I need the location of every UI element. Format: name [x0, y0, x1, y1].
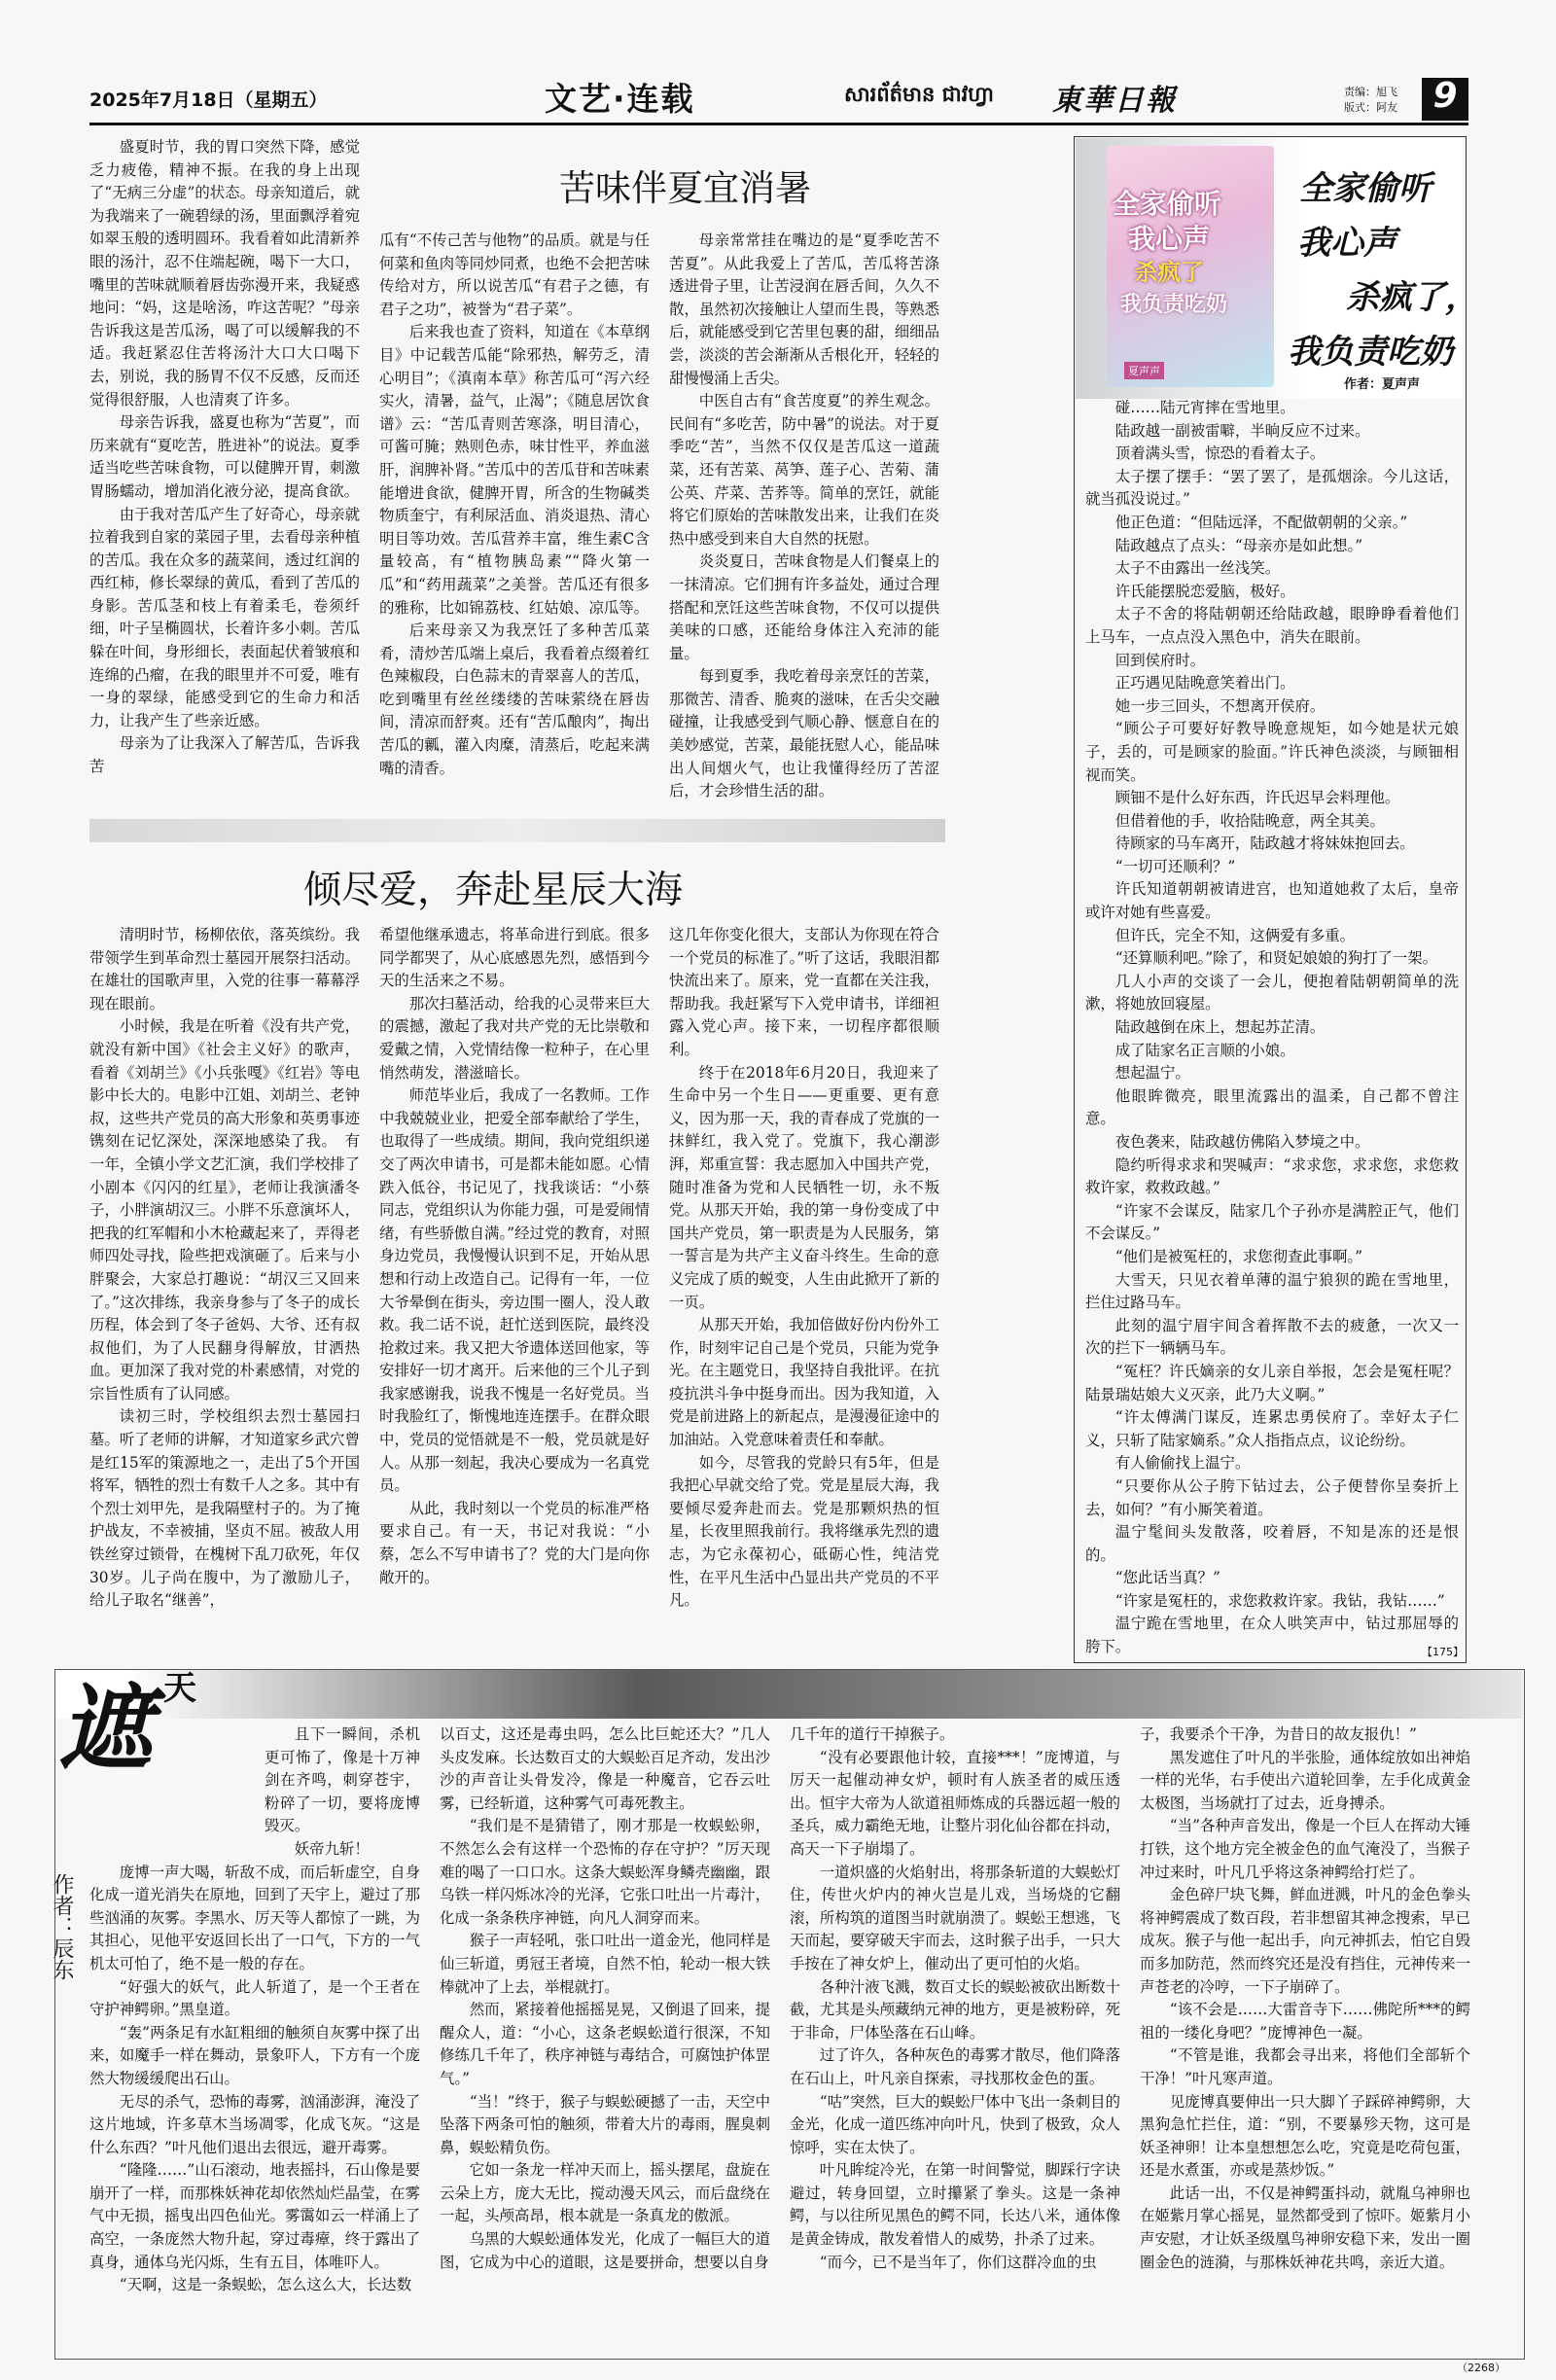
article1-column-1 [89, 136, 360, 798]
cover-title: 杀疯了 [1134, 259, 1204, 286]
serial-title-line: 杀疯了， [1346, 278, 1478, 317]
paragraph: 他眼眸微亮，眼里流露出的温柔，自己都不曾注意。 [1085, 1086, 1459, 1128]
paragraph: 那次扫墓活动，给我的心灵带来巨大的震撼，激起了我对共产党的无比崇敬和爱戴之情，入党情结像一粒种子，在心里悄然萌发，潜滋暗长。 [379, 994, 650, 1082]
paragraph: “您此话当真？” [1114, 1569, 1220, 1587]
paragraph: “一切可还顺利？” [1114, 857, 1236, 875]
paragraph: 妖帝九斩！ [294, 1839, 370, 1858]
paragraph: 叶凡眸绽冷光，在第一时间警觉，脚踩行字诀避过，转身回望，立时攥紧了拳头。这是一条神鳄，与以往所见黑色的鳄不同，长达八米，通体像是黄金铸成，散发着惜人的威势，扑杀了过来。 [790, 2161, 1120, 2249]
divider-bar [89, 819, 945, 842]
paragraph: “当”各种声音发出，像是一个巨人在挥动大锤打铁，这个地方完全被金色的血气淹没了，当猴子冲过来时，叶凡几乎将这条神鳄给打烂了。 [1140, 1817, 1470, 1881]
paragraph: 后来母亲又为我烹饪了多种苦瓜菜肴，清炒苦瓜端上桌后，我看着点缀着红色辣椒段，白色蒜末的青翠喜人的苦瓜，吃到嘴里有丝丝缕缕的苦味萦绕在唇齿间，清凉而舒爽。还有“苦瓜酿肉”，掏出苦瓜的瓤，灌入肉糜，清蒸后，吃起来满嘴的清香。 [379, 622, 650, 777]
paragraph: “他们是被冤枉的，求您彻查此事啊。” [1114, 1247, 1363, 1265]
paragraph: 庞博一声大喝，斩敌不成，而后斩虚空，自身化成一道光消失在原地，回到了天宇上，避过了那些汹涌的灰雾。李黑水、厉天等人都惊了一跳，为其担心，见他平安返回长出了一口气，下方的一气机太可怕了，绝不是一般的存在。 [89, 1863, 420, 1972]
paragraph: 几人小声的交谈了一会儿，便抱着陆朝朝简单的洗漱，将她放回寝屋。 [1085, 972, 1459, 1013]
paragraph: 各种汁液飞溅，数百丈长的蜈蚣被砍出断数十截，尤其是头颅藏纳元神的地方，更是被粉碎，死于非命，尸体坠落在石山峰。 [790, 1977, 1120, 2042]
editor-credit: 责编：旭飞 [1344, 86, 1397, 98]
paragraph: 过了许久，各种灰色的毒雾才散尽，他们降落在石山上，叶凡亲自探索，寻找那枚金色的蛋。 [790, 2046, 1120, 2087]
section-title: 文艺·连载 [545, 80, 695, 118]
paragraph: 回到侯府时。 [1114, 651, 1206, 669]
serial2-title-small: 天 [163, 1669, 196, 1708]
serial2-author: 作者：辰东 [50, 1873, 74, 1980]
paper-name-khmer: សារព័ត៌មាន ជាវហ្វា [844, 83, 994, 106]
article2-column-1 [89, 924, 360, 1702]
paragraph: 瓜有“不传己苦与他物”的品质。就是与任何菜和鱼肉等同炒同煮，也绝不会把苦味传给对方，所以说苦瓜“有君子之德，有君子之功”，被誉为“君子菜”。 [379, 231, 650, 318]
paragraph: 陆政越倒在床上，想起苏芷清。 [1114, 1018, 1326, 1037]
paragraph: 他正色道：“但陆远泽，不配做朝朝的父亲。” [1114, 513, 1408, 531]
paragraph: 读初三时，学校组织去烈士墓园扫墓。听了老师的讲解，才知道家乡武穴曾是红15军的策源地之一，走出了5个开国将军，牺牲的烈士有数千人之多。其中有个烈士刘甲先，是我隔壁村子的。为了掩护战友，不幸被捕，坚贞不屈。被敌人用铁丝穿过锁骨，在槐树下乱刀砍死，年仅30岁。儿子尚在腹中，为了激励儿子，给儿子取名“继善”， [89, 1407, 360, 1610]
paragraph: 猴子一声轻吼，张口吐出一道金光，他同样是仙三斩道，勇冠王者境，自然不怕，轮动一根大铁棒就冲了上去，举棍就打。 [440, 1932, 770, 1996]
paragraph: “好强大的妖气，此人斩道了，是一个王者在守护神鳄卵。”黑皇道。 [89, 1977, 420, 2019]
paragraph: “该不会是……大雷音寺下……佛陀所***的鳄祖的一缕化身吧？”庞博神色一凝。 [1140, 2001, 1470, 2042]
paragraph: 它如一条龙一样冲天而上，摇头摆尾，盘旋在云朵上方，庞大无比，搅动漫天风云，而后盘绕在一起，头颅高昂，根本就是一条真龙的傲派。 [440, 2161, 770, 2225]
paragraph: 顾钿不是什么好东西，许氏迟早会料理他。 [1114, 789, 1400, 807]
serial-title-line: 我负责吃奶 [1288, 333, 1453, 372]
paragraph: 此话一出，不仅是神鳄蛋抖动，就胤乌神卵也在姬紫月掌心摇晃，显然都受到了惊吓。姬紫月小声安慰，才让妖圣级凰鸟神卵安稳下来，发出一圈圈金色的涟漪，与那株妖神花共鸣，亲近大道。 [1140, 2184, 1470, 2271]
paragraph: 然而，紧接着他摇摇晃晃，又倒退了回来，提醒众人，道：“小心，这条老蜈蚣道行很深，不知修练几千年了，秩序神链与毒结合，可腐蚀护体罡气。” [440, 2001, 770, 2087]
paragraph: 想起温宁。 [1114, 1064, 1190, 1083]
paragraph: 碰……陆元宵摔在雪地里。 [1114, 399, 1295, 416]
designer-credit: 版式：阿友 [1344, 101, 1397, 114]
paragraph: 正巧遇见陆晚意笑着出门。 [1114, 674, 1295, 693]
paragraph: 太子不舍的将陆朝朝还给陆政越，眼睁睁看着他们上马车，一点点没入黑色中，消失在眼前。 [1085, 605, 1459, 646]
paragraph: 许氏能摆脱恋爱脑，极好。 [1114, 582, 1295, 600]
serial2-banner [55, 1670, 1522, 1719]
paragraph: 温宁跪在雪地里，在众人哄笑声中，钻过那屈辱的胯下。 [1085, 1615, 1459, 1656]
paragraph: “没有必要跟他计较，直接***！”庞博道，与厉天一起催动神女炉，顿时有人族圣者的威压透出。恒宇大帝为人欲道祖师炼成的兵器远超一般的圣兵，威力霸绝无地，让整片羽化仙谷都在抖动，高天一下子崩塌了。 [790, 1748, 1120, 1858]
paragraph: 子，我要杀个干净，为昔日的故友报仇！” [1140, 1725, 1417, 1743]
paragraph: 盛夏时节，我的胃口突然下降，感觉乏力疲倦，精神不振。在我的身上出现了“无病三分虚”的状态。母亲知道后，就为我端来了一碗碧绿的汤，里面飘浮着宛如翠玉般的透明圆环。我看着如此清新养眼的汤汁，忍不住端起碗，喝下一大口，嘴里的苦味就顺着唇齿弥漫开来，我疑惑地问：“妈，这是啥汤，咋这苦呢？”母亲告诉我这是苦瓜汤，喝了可以缓解我的不适。我赶紧忍住苦将汤汁大口大口喝下去，别说，我的肠胃不仅不反感，反而还觉得很舒服，人也清爽了许多。 [89, 138, 360, 409]
paragraph: 顶着满头雪，惊恐的看着太子。 [1114, 444, 1326, 463]
paragraph: “顾公子可要好好教导晚意规矩，如今她是状元娘子，丢的，可是顾家的脸面。”许氏神色淡淡，与顾钿相视而笑。 [1085, 720, 1459, 784]
paragraph: 如今，尽管我的党龄只有5年，但是我把心早就交给了党。党是星辰大海，我要倾尽爱奔赴而去。党是那颗炽热的恒星，长夜里照我前行。我将继承先烈的遗志，为它永葆初心，砥砺心性，纯洁党性，在平凡生活中凸显出共产党员的不平凡。 [669, 1453, 939, 1610]
paragraph: 后来我也查了资料，知道在《本草纲目》中记载苦瓜能“除邪热，解劳乏，清心明目”；《滇南本草》称苦瓜可“泻六经实火，清暑，益气，止渴”；《随息居饮食谱》云：“苦瓜青则苦寒涤，明目清心，可酱可腌；熟则色赤，味甘性平，养血滋肝，润脾补肾。”苦瓜中的苦瓜苷和苦味素能增进食欲，健脾开胃，所含的生物碱类物质奎宁，有利尿活血、消炎退热、清心明目等功效。苦瓜营养丰富，维生素C含量较高，有“植物胰岛素”“降火第一瓜”和“药用蔬菜”之美誉。苦瓜还有很多的雅称，比如锦荔枝、红姑娘、凉瓜等。 [379, 323, 650, 617]
paragraph: “当！”终于，猴子与蜈蚣硬撼了一击，天空中坠落下两条可怕的触须，带着大片的毒雨，腥臭刺鼻，蜈蚣精负伤。 [440, 2092, 770, 2156]
article-title-bitter-melon: 苦味伴夏宜消暑 [559, 167, 811, 209]
paragraph: 希望他继承遗志，将革命进行到底。很多同学都哭了，从心底感恩先烈，感悟到今天的生活来之不易。 [379, 926, 650, 990]
paragraph: “不管是谁，我都会寻出来，将他们全部斩个干净！”叶凡寒声道。 [1140, 2046, 1470, 2087]
paragraph: “许家不会谋反，陆家几个子孙亦是满腔正气，他们不会谋反。” [1085, 1201, 1459, 1243]
book-cover-image [1107, 146, 1274, 387]
serial2-column-3 [790, 1723, 1120, 2346]
paragraph: “冤枉？许氏嫡亲的女儿亲自举报，怎会是冤枉呢？陆景瑞姑娘大义灭亲，此乃大义啊。” [1085, 1362, 1459, 1403]
serial-title-line: 我心声 [1297, 224, 1397, 263]
paragraph: 师范毕业后，我成了一名教师。工作中我兢兢业业，把爱全部奉献给了学生，也取得了一些成绩。期间，我向党组织递交了两次申请书，可是都未能如愿。心情跌入低谷，书记见了，找我谈话：“小蔡同志，党组织认为你能力强，可是爱闹情绪，有些骄傲自满。”经过党的教育，对照身边党员，我慢慢认识到不足，开始从思想和行动上改造自己。记得有一年，一位大爷晕倒在街头，旁边围一圈人，没人敢救。我二话不说，赶忙送到医院，最终没抢救过来。我又把大爷遗体送回他家，等安排好一切才离开。后来他的三个儿子到我家感谢我，说我不愧是一名好党员。当时我脸红了，惭愧地连连摆手。在群众眼中，党员的觉悟就是不一般，党员就是好人。从那一刻起，我决心要成为一名真党员。 [379, 1086, 650, 1495]
paragraph: “轰”两条足有水缸粗细的触须自灰雾中探了出来，如魔手一样在舞动，景象吓人，下方有一个庞然大物缓缓爬出石山。 [89, 2023, 420, 2087]
article-title-starry-sea: 倾尽爱，奔赴星辰大海 [303, 869, 684, 912]
paragraph: 清明时节，杨柳依依，落英缤纷。我带领学生到革命烈士墓园开展祭扫活动。在雄壮的国歌声里，入党的往事一幕幕浮现在眼前。 [89, 926, 360, 1012]
serial1-episode: 【175】 [1422, 1646, 1464, 1658]
paragraph: 她一步三回头，不想离开侯府。 [1114, 696, 1326, 715]
paragraph: 母亲常常挂在嘴边的是“夏季吃苦不苦夏”。从此我爱上了苦瓜，苦瓜将苦涤透进骨子里，让苦浸润在唇舌间，久久不散，虽然初次接触让人望而生畏，等熟悉后，就能感受到它苦里包裹的甜，细细品尝，淡淡的苦会渐渐从舌根化开，轻轻的甜慢慢涌上舌尖。 [669, 231, 939, 387]
paragraph: “我们是不是猜错了，刚才那是一枚蜈蚣卵，不然怎么会有这样一个恐怖的存在守护？”厉天现难的喝了一口口水。这条大蜈蚣浑身鳞壳幽幽，跟乌铁一样闪烁冰冷的光泽，它张口吐出一片毒汁，化成一条条秩序神链，向凡人洞穿而来。 [440, 1817, 770, 1927]
paragraph: 炎炎夏日，苦味食物是人们餐桌上的一抹清凉。它们拥有许多益处，通过合理搭配和烹饪这些苦味食物，不仅可以提供美味的口感，还能给身体注入充沛的能量。 [669, 552, 939, 662]
paragraph: 太子摆了摆手：“罢了罢了，是孤烟涂。今儿这话，就当孤没说过。” [1085, 467, 1459, 509]
paragraph: “而今，已不是当年了，你们这群冷血的虫 [819, 2253, 1097, 2271]
header-rule [89, 123, 1468, 125]
serial2-column-4 [1140, 1723, 1470, 2346]
paragraph: 但借着他的手，收拾陆晚意，两全其美。 [1114, 811, 1385, 830]
serial-title-line: 全家偷听 [1299, 169, 1432, 208]
paragraph: 母亲为了让我深入了解苦瓜，告诉我苦 [89, 734, 360, 776]
paragraph: “许家是冤枉的，求您救救许家。我钻，我钻……” [1114, 1591, 1445, 1610]
paragraph: 从那天开始，我加倍做好份内份外工作，时刻牢记自己是个党员，只能为党争光。在主题党日，我坚持自我批评。在抗疫抗洪斗争中挺身而出。因为我知道，入党是前进路上的新起点，是漫漫征途中的加油站。入党意味着责任和奉献。 [669, 1316, 939, 1449]
paragraph: 小时候，我是在听着《没有共产党，就没有新中国》《社会主义好》的歌声，看着《刘胡兰》《小兵张嘎》《红岩》等电影中长大的。电影中江姐、刘胡兰、老钟叔，这些共产党员的高大形象和英勇事迹镌刻在记忆深处，深深地感染了我。 有一年，全镇小学文艺汇演，我们学校排了小剧本《闪闪的红星》，老师让我演潘冬子，小胖演胡汉三。小胖不乐意演坏人，把我的红军帽和小木枪藏起来了，弄得老师四处寻找，险些把戏演砸了。后来与小胖聚会，大家总打趣说：“胡汉三又回来了。”这次排练，我亲身参与了冬子的成长历程，体会到了冬子爸妈、大爷、还有叔叔他们，为了人民翻身得解放，甘洒热血。更加深了我对党的朴素感情，对党的宗旨性质有了认同感。 [89, 1017, 360, 1403]
paragraph: 由于我对苦瓜产生了好奇心，母亲就拉着我到自家的菜园子里，去看母亲种植的苦瓜。我在众多的蔬菜间，透过红润的西红柿，修长翠绿的黄瓜，看到了苦瓜的身影。苦瓜茎和枝上有着柔毛，卷须纤细，叶子呈椭圆状，长着许多小刺。苦瓜躲在叶间，身形细长，表面起伏着皱痕和连绵的凸瘤，在我的眼里并不可爱，唯有一身的翠绿，能感受到它的生命力和活力，让我产生了些亲近感。 [89, 505, 360, 729]
serial2-column-2 [440, 1723, 770, 2346]
cover-title: 我负责吃奶 [1120, 293, 1228, 317]
paragraph: 金色碎尸块飞舞，鲜血迸溅，叶凡的金色拳头将神鳄震成了数百段，若非想留其神念搜索，早已成灰。猴子与他一起出手，向元神抓去，怕它自毁而多加防范，然而终究还是没有挡住，元神传来一声苍老的冷哼，一下子崩碎了。 [1140, 1886, 1470, 1996]
paragraph: 从此，我时刻以一个党员的标准严格要求自己。有一天，书记对我说：“小蔡，怎么不写申请书了？党的大门是向你敞开的。 [379, 1499, 650, 1586]
paragraph: 夜色袭来，陆政越仿佛陷入梦境之中。 [1114, 1133, 1370, 1151]
paragraph: 这几年你变化很大，支部认为你现在符合一个党员的标准了。”听了这话，我眼泪都快流出来了。原来，党一直都在关注我，帮助我。我赶紧写下入党申请书，详细袒露入党心声。接下来，一切程序都很顺利。 [669, 926, 939, 1058]
serial-author: 作者：夏声声 [1344, 377, 1421, 392]
paragraph: 隐约听得求求和哭喊声：“求求您，求求您，求您救救许家，救救政越。” [1085, 1155, 1459, 1197]
paragraph: 中医自古有“食苦度夏”的养生观念。民间有“多吃苦，防中暑”的说法。对于夏季吃“苦”，当然不仅仅是苦瓜这一道蔬菜，还有苦菜、莴笋、莲子心、苦菊、蒲公英、芹菜、苦荞等。简单的烹饪，就能将它们原始的苦味散发出来，让我们在炎热中感受到来自大自然的抚慰。 [669, 392, 939, 548]
article1-column-2 [379, 230, 650, 803]
paragraph: 以百丈，这还是毒虫吗，怎么比巨蛇还大？”几人头皮发麻。长达数百丈的大蜈蚣百足齐动，发出沙沙的声音让头骨发冷，像是一种魔音，它吞云吐雾，已经斩道，这种雾气可毒死教主。 [440, 1725, 770, 1812]
paragraph: 且下一瞬间，杀机更可怖了，像是十万神剑在齐鸣，刺穿苍宇，粉碎了一切，要将庞博毁灭。 [265, 1725, 420, 1835]
cover-title: 我心声 [1128, 223, 1211, 255]
paragraph: 陆政越一副被雷噼，半晌反应不过来。 [1114, 421, 1370, 440]
article1-column-3 [669, 230, 939, 803]
paragraph: 此刻的温宁眉宇间含着挥散不去的疲惫，一次又一次的拦下一辆辆马车。 [1085, 1316, 1459, 1358]
paragraph: 待顾家的马车离开，陆政越才将妹妹抱回去。 [1114, 835, 1415, 853]
paper-name: 東華日報 [1052, 84, 1177, 118]
serial2-episode: （2268） [1457, 2362, 1505, 2374]
paragraph: 几千年的道行干掉猴子。 [790, 1725, 955, 1743]
paragraph: 大雪天，只见衣着单薄的温宁狼狈的跪在雪地里，拦住过路马车。 [1085, 1270, 1459, 1312]
paragraph: 有人偷偷找上温宁。 [1114, 1454, 1251, 1473]
article2-column-3 [669, 924, 939, 1702]
serial2-column-1 [89, 1723, 420, 2346]
page-header [0, 0, 1556, 126]
paragraph: “咕”突然，巨大的蜈蚣尸体中飞出一条刺目的金光，化成一道匹练冲向叶凡，快到了极致，众人惊呼，实在太快了。 [790, 2092, 1120, 2156]
serial2-title-big: 遮 [58, 1673, 152, 1783]
paragraph: 终于在2018年6月20日，我迎来了生命中另一个生日——更重要、更有意义，因为那一天，我的青春成了党旗的一抹鲜红，我入党了。党旗下，我心潮澎湃，郑重宣誓：我志愿加入中国共产党，随时准备为党和人民牺牲一切，永不叛党。从那天开始，我的第一身份变成了中国共产党员，第一职责是为人民服务，第一誓言是为共产主义奋斗终生。生命的意义完成了质的蜕变，人生由此掀开了新的一页。 [669, 1063, 939, 1311]
paragraph: “只要你从公子胯下钻过去，公子便替你呈奏折上去，如何？”有小厮笑着道。 [1085, 1476, 1459, 1518]
paragraph: 但许氏，完全不知，这俩爱有多重。 [1114, 926, 1356, 944]
paragraph: 黑发遮住了叶凡的半张脸，通体绽放如出神焰一样的光华，右手使出六道轮回拳，左手化成黄金太极图，当场就打了过去，近身搏杀。 [1140, 1748, 1470, 1812]
paragraph: 每到夏季，我吃着母亲烹饪的苦菜，那微苦、清香、脆爽的滋味，在舌尖交融碰撞，让我感受到气顺心静、惬意自在的美妙感觉，苦菜，最能抚慰人心，能品味出人间烟火气，也让我懂得经历了苦涩后，才会珍惜生活的甜。 [669, 667, 939, 800]
paragraph: 母亲告诉我，盛夏也称为“苦夏”，而历来就有“夏吃苦，胜进补”的说法。夏季适当吃些苦味食物，可以健脾开胃，刺激胃肠蠕动，增加消化液分泌，提高食欲。 [89, 413, 360, 500]
paragraph: 太子不由露出一丝浅笑。 [1114, 559, 1281, 578]
paragraph: 见庞博真要伸出一只大脚丫子踩碎神鳄卵，大黑狗急忙拦住，道：“别，不要暴殄天物，这可是妖圣神卵！让本皇想想怎么吃，究竟是吃荷包蛋，还是水煮蛋，亦或是蒸炒饭。” [1140, 2092, 1470, 2180]
paragraph: 乌黑的大蜈蚣通体发光，化成了一幅巨大的道图，它成为中心的道眼，这是要拼命，想要以自身 [440, 2230, 770, 2271]
paragraph: 陆政越点了点头：“母亲亦是如此想。” [1114, 536, 1363, 554]
cover-author: 夏声声 [1124, 362, 1164, 379]
paragraph: “许太傅满门谋反，连累忠勇侯府了。幸好太子仁义，只斩了陆家嫡系。”众人指指点点，议论纷纷。 [1085, 1408, 1459, 1449]
paragraph: 温宁髦间头发散落，咬着唇，不知是冻的还是恨的。 [1085, 1523, 1459, 1564]
paragraph: 一道炽盛的火焰射出，将那条斩道的大蜈蚣灯住，传世火炉内的神火岂是儿戏，当场烧的它翻滚，所构筑的道图当时就崩溃了。蜈蚣王想逃，飞天而起，要穿破天宇而去，这时猴子出手，一只大手按在了神女炉上，催动出了更可怕的火焰。 [790, 1863, 1120, 1972]
cover-title: 全家偷听 [1113, 188, 1222, 220]
page-number: 9 [1432, 76, 1458, 116]
paragraph: “还算顺利吧。”除了，和贤妃娘娘的狗打了一架。 [1114, 949, 1438, 968]
article2-column-2 [379, 924, 650, 1702]
paragraph: 成了陆家名正言顺的小娘。 [1114, 1041, 1295, 1059]
paragraph: 许氏知道朝朝被请进宫，也知道她救了太后，皇帝或许对她有些喜爱。 [1085, 880, 1459, 922]
paragraph: 无尽的杀气，恐怖的毒雾，汹涌澎湃，淹没了这片地域，许多草木当场凋零，化成飞灰。“这是什么东西？”叶凡他们退出去很远，避开毒雾。 [89, 2092, 420, 2156]
paragraph: “隆隆……”山石滚动，地表摇抖，石山像是要崩开了一样，而那株妖神花却依然灿烂晶莹，在雾气中无损，摇曳出四色仙光。雾霭如云一样涌上了高空，一条庞然大物升起，穿过毒瘴，终于露出了真身，通体乌光闪烁，生有五目，体唯吓人。 [89, 2161, 420, 2271]
paragraph: “天啊，这是一条蜈蚣，怎么这么大，长达数 [119, 2276, 412, 2294]
header-date: 2025年7月18日（星期五） [89, 89, 328, 111]
